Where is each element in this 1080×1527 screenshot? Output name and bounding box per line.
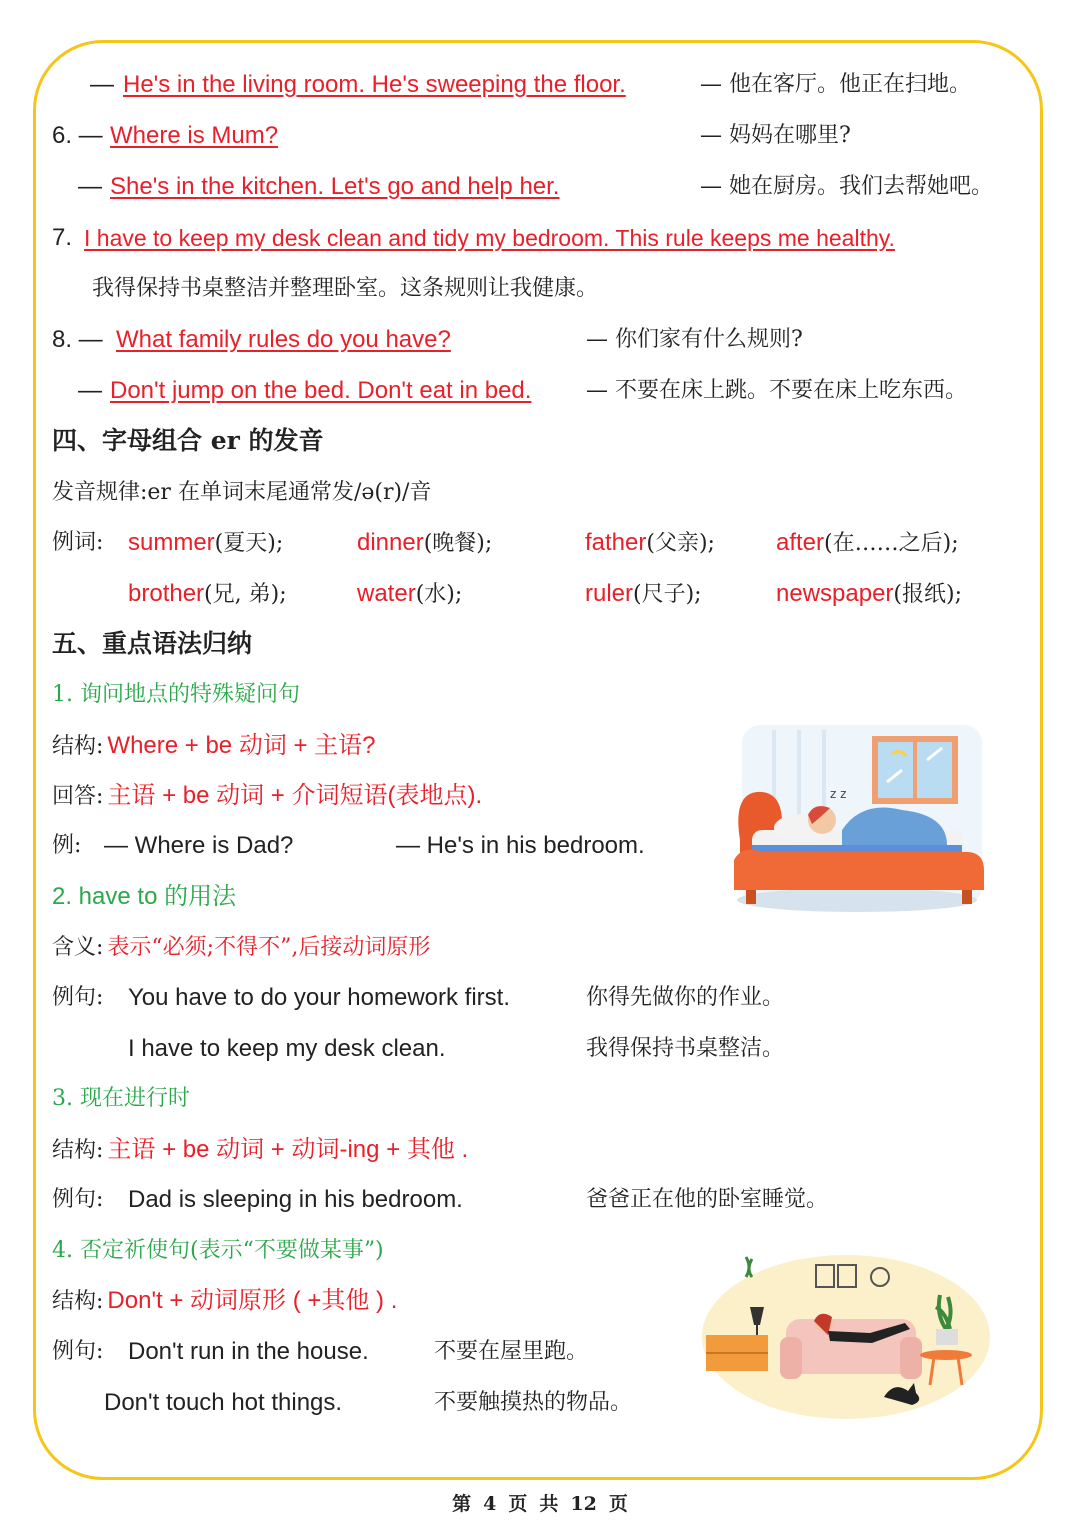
dash: — bbox=[90, 71, 114, 98]
dialogue-en: She's in the kitchen. Let's go and help her. bbox=[110, 173, 560, 200]
structure-line: 结构: 主语 + be 动词 + 动词-ing + 其他 . bbox=[52, 1136, 469, 1163]
dialogue-zh: — 妈妈在哪里? bbox=[700, 123, 851, 148]
dash: — bbox=[78, 173, 102, 200]
sleeping-in-bed-illustration bbox=[722, 720, 992, 925]
girl-on-sofa-illustration bbox=[700, 1237, 992, 1422]
example-sentence-en: You have to do your homework first. bbox=[128, 984, 510, 1011]
meaning-line: 含义: 表示“必须;不得不”,后接动词原形 bbox=[52, 935, 431, 960]
item-number: 8. — bbox=[52, 326, 103, 353]
item-number: 6. — bbox=[52, 122, 103, 149]
word-item: brother(兄, 弟); bbox=[128, 580, 287, 607]
example-answer: — He's in his bedroom. bbox=[396, 832, 645, 859]
word-item: dinner(晚餐); bbox=[357, 529, 493, 556]
section-heading: 四、字母组合 er 的发音 bbox=[52, 426, 324, 455]
example-sentence-en: Don't run in the house. bbox=[128, 1338, 369, 1365]
page-footer: 第 4 页 共 12 页 bbox=[452, 1493, 628, 1515]
grammar-title: 2. have to 的用法 bbox=[52, 883, 237, 910]
dash: — bbox=[78, 377, 102, 404]
dialogue-en: What family rules do you have? bbox=[116, 326, 451, 353]
grammar-title: 4. 否定祈使句(表示“不要做某事”) bbox=[52, 1238, 384, 1263]
dialogue-en: I have to keep my desk clean and tidy my bedroom. This rule keeps me healthy. bbox=[84, 225, 895, 251]
page-number: 4 bbox=[483, 1493, 497, 1515]
word-item: father(父亲); bbox=[585, 529, 715, 556]
dialogue-en: Don't jump on the bed. Don't eat in bed. bbox=[110, 377, 532, 404]
example-sentence-zh: 我得保持书桌整洁。 bbox=[586, 1036, 785, 1061]
side-table bbox=[920, 1350, 972, 1360]
example-label: 例: bbox=[52, 833, 82, 858]
example-label: 例句: bbox=[52, 1187, 104, 1212]
dialogue-en: He's in the living room. He's sweeping the floor. bbox=[123, 71, 626, 98]
dialogue-zh: — 不要在床上跳。不要在床上吃东西。 bbox=[586, 378, 967, 403]
example-label: 例句: bbox=[52, 1339, 104, 1364]
word-item: after(在……之后); bbox=[776, 529, 959, 556]
example-label: 例句: bbox=[52, 985, 104, 1010]
structure-line: 结构: Don't + 动词原形 ( +其他 ) . bbox=[52, 1287, 398, 1314]
svg-text:z z: z z bbox=[830, 787, 847, 801]
item-number: 7. bbox=[52, 224, 73, 251]
word-item: water(水); bbox=[357, 580, 463, 607]
grammar-title: 3. 现在进行时 bbox=[52, 1086, 190, 1111]
example-sentence-zh: 不要在屋里跑。 bbox=[434, 1339, 589, 1364]
dialogue-en: Where is Mum? bbox=[110, 122, 279, 149]
dialogue-zh: — 你们家有什么规则? bbox=[586, 327, 803, 352]
example-question: — Where is Dad? bbox=[104, 832, 294, 859]
example-label: 例词: bbox=[52, 530, 104, 555]
word-item: ruler(尺子); bbox=[585, 580, 702, 607]
example-sentence-zh: 你得先做你的作业。 bbox=[586, 985, 785, 1010]
page-total: 12 bbox=[570, 1493, 597, 1515]
pronunciation-rule: 发音规律:er 在单词末尾通常发/ə(r)/音 bbox=[52, 480, 432, 505]
dialogue-zh: — 他在客厅。他正在扫地。 bbox=[700, 72, 971, 97]
section-heading: 五、重点语法归纳 bbox=[52, 629, 253, 658]
answer-line: 回答: 主语 + be 动词 + 介词短语(表地点). bbox=[52, 782, 483, 809]
plant-icon bbox=[746, 1257, 752, 1277]
word-item: summer(夏天); bbox=[128, 529, 284, 556]
structure-line: 结构: Where + be 动词 + 主语? bbox=[52, 732, 376, 759]
dialogue-zh: — 她在厨房。我们去帮她吧。 bbox=[700, 174, 993, 199]
word-item: newspaper(报纸); bbox=[776, 580, 963, 607]
grammar-title: 1. 询问地点的特殊疑问句 bbox=[52, 682, 300, 707]
example-sentence-en: Dad is sleeping in his bedroom. bbox=[128, 1186, 463, 1213]
example-sentence-en: I have to keep my desk clean. bbox=[128, 1035, 446, 1062]
dialogue-zh: 我得保持书桌整洁并整理卧室。这条规则让我健康。 bbox=[92, 276, 599, 301]
bed-frame bbox=[734, 850, 984, 890]
example-sentence-en: Don't touch hot things. bbox=[104, 1389, 343, 1416]
example-sentence-zh: 不要触摸热的物品。 bbox=[434, 1390, 633, 1415]
example-sentence-zh: 爸爸正在他的卧室睡觉。 bbox=[586, 1187, 829, 1212]
